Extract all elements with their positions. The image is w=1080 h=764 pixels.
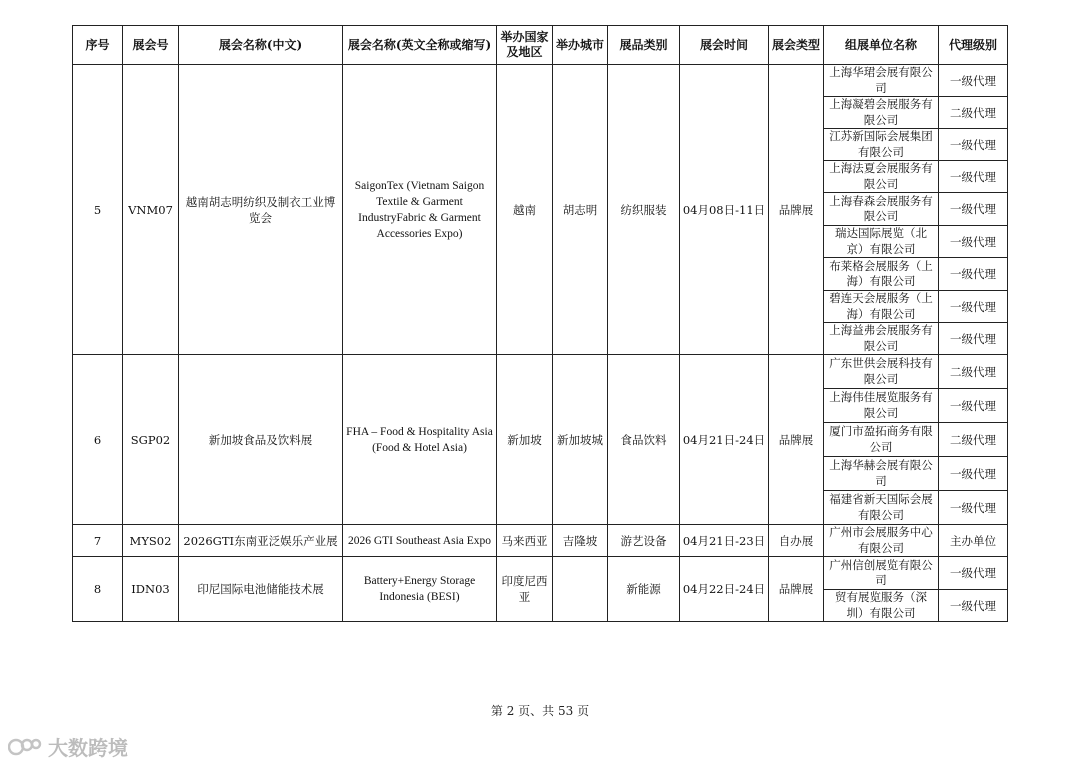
cell-name-en: Battery+Energy Storage Indonesia (BESI) <box>343 557 497 622</box>
cell-level: 一级代理 <box>939 161 1008 193</box>
cell-category: 纺织服装 <box>608 65 680 355</box>
cell-type: 品牌展 <box>769 355 824 525</box>
cell-level: 一级代理 <box>939 258 1008 291</box>
cell-date: 04月08日-11日 <box>680 65 769 355</box>
cell-code: MYS02 <box>123 525 179 557</box>
cell-city: 新加坡城 <box>553 355 608 525</box>
cell-no: 7 <box>73 525 123 557</box>
cell-no: 8 <box>73 557 123 622</box>
cell-name-cn: 2026GTI东南亚泛娱乐产业展 <box>179 525 343 557</box>
cell-organizer: 瑞达国际展览（北京）有限公司 <box>824 226 939 258</box>
cell-type: 品牌展 <box>769 557 824 622</box>
cell-organizer: 广州市会展服务中心有限公司 <box>824 525 939 557</box>
header-no: 序号 <box>73 26 123 65</box>
cell-country: 新加坡 <box>497 355 553 525</box>
watermark-text: 大数跨境 <box>48 736 128 760</box>
table-body <box>73 65 1008 622</box>
cell-level: 主办单位 <box>939 525 1008 557</box>
cell-date: 04月21日-24日 <box>680 355 769 525</box>
header-name-en: 展会名称(英文全称或缩写) <box>343 26 497 65</box>
header-country: 举办国家及地区 <box>497 26 553 65</box>
cell-date: 04月21日-23日 <box>680 525 769 557</box>
table-row <box>73 525 1008 557</box>
cell-organizer: 江苏新国际会展集团有限公司 <box>824 129 939 161</box>
cell-level: 一级代理 <box>939 557 1008 590</box>
cell-level: 一级代理 <box>939 129 1008 161</box>
cell-organizer: 广州信创展览有限公司 <box>824 557 939 590</box>
cell-level: 二级代理 <box>939 355 1008 389</box>
cell-organizer: 碧连天会展服务（上海）有限公司 <box>824 291 939 323</box>
header-category: 展品类别 <box>608 26 680 65</box>
cell-organizer: 上海伟佳展览服务有限公司 <box>824 389 939 423</box>
table-row <box>73 557 1008 590</box>
header-level: 代理级别 <box>939 26 1008 65</box>
header-code: 展会号 <box>123 26 179 65</box>
cell-level: 一级代理 <box>939 491 1008 525</box>
watermark-logo-icon <box>8 736 42 758</box>
cell-category: 游艺设备 <box>608 525 680 557</box>
cell-city <box>553 557 608 622</box>
cell-city: 吉隆坡 <box>553 525 608 557</box>
cell-organizer: 布莱格会展服务（上海）有限公司 <box>824 258 939 291</box>
cell-city: 胡志明 <box>553 65 608 355</box>
cell-organizer: 贸有展览服务（深圳）有限公司 <box>824 590 939 622</box>
cell-no: 6 <box>73 355 123 525</box>
cell-code: VNM07 <box>123 65 179 355</box>
cell-organizer: 上海益弗会展服务有限公司 <box>824 323 939 355</box>
cell-name-en: SaigonTex (Vietnam Saigon Textile & Garment IndustryFabric & Garment Accessories Expo) <box>343 65 497 355</box>
cell-organizer: 上海法夏会展服务有限公司 <box>824 161 939 193</box>
cell-code: SGP02 <box>123 355 179 525</box>
cell-level: 一级代理 <box>939 457 1008 491</box>
header-name-cn: 展会名称(中文) <box>179 26 343 65</box>
cell-organizer: 上海春森会展服务有限公司 <box>824 193 939 226</box>
cell-name-cn: 印尼国际电池储能技术展 <box>179 557 343 622</box>
cell-name-en: 2026 GTI Southeast Asia Expo <box>343 525 497 557</box>
watermark <box>8 732 128 761</box>
cell-organizer: 上海凝碧会展服务有限公司 <box>824 97 939 129</box>
cell-organizer: 上海华赫会展有限公司 <box>824 457 939 491</box>
cell-name-cn: 新加坡食品及饮料展 <box>179 355 343 525</box>
cell-country: 马来西亚 <box>497 525 553 557</box>
header-type: 展会类型 <box>769 26 824 65</box>
table-row <box>73 355 1008 389</box>
cell-date: 04月22日-24日 <box>680 557 769 622</box>
table-row <box>73 65 1008 97</box>
header-row <box>73 26 1008 65</box>
cell-organizer: 广东世供会展科技有限公司 <box>824 355 939 389</box>
cell-organizer: 厦门市盈拓商务有限公司 <box>824 423 939 457</box>
cell-level: 一级代理 <box>939 291 1008 323</box>
cell-level: 一级代理 <box>939 389 1008 423</box>
cell-level: 一级代理 <box>939 590 1008 622</box>
cell-level: 二级代理 <box>939 423 1008 457</box>
cell-country: 印度尼西亚 <box>497 557 553 622</box>
cell-type: 品牌展 <box>769 65 824 355</box>
cell-no: 5 <box>73 65 123 355</box>
cell-level: 一级代理 <box>939 65 1008 97</box>
cell-code: IDN03 <box>123 557 179 622</box>
cell-level: 一级代理 <box>939 193 1008 226</box>
cell-name-en: FHA – Food & Hospitality Asia (Food & Hotel Asia) <box>343 355 497 525</box>
exhibition-table <box>72 25 1008 622</box>
cell-country: 越南 <box>497 65 553 355</box>
cell-level: 一级代理 <box>939 323 1008 355</box>
header-date: 展会时间 <box>680 26 769 65</box>
header-organizer: 组展单位名称 <box>824 26 939 65</box>
cell-level: 一级代理 <box>939 226 1008 258</box>
page-footer: 第 2 页、共 53 页 <box>490 704 590 718</box>
cell-type: 自办展 <box>769 525 824 557</box>
cell-name-cn: 越南胡志明纺织及制衣工业博览会 <box>179 65 343 355</box>
cell-organizer: 福建省新天国际会展有限公司 <box>824 491 939 525</box>
cell-category: 食品饮料 <box>608 355 680 525</box>
cell-organizer: 上海华珺会展有限公司 <box>824 65 939 97</box>
cell-level: 二级代理 <box>939 97 1008 129</box>
header-city: 举办城市 <box>553 26 608 65</box>
cell-category: 新能源 <box>608 557 680 622</box>
